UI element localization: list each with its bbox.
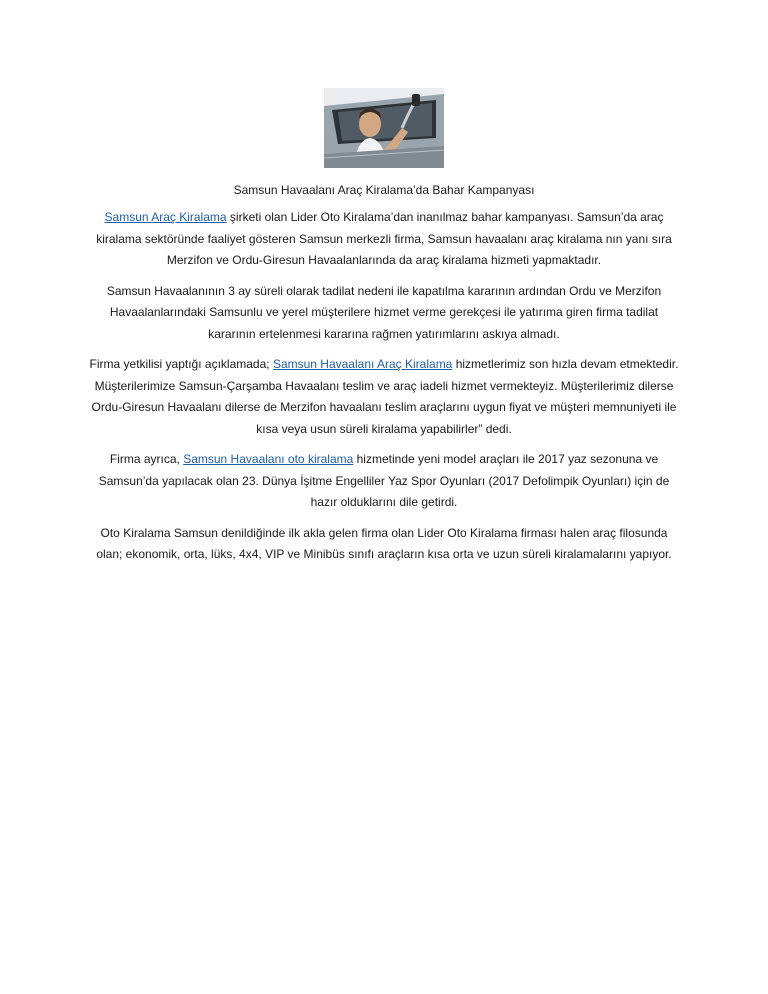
paragraph-3-lead: Firma yetkilisi yaptığı açıklamada;: [89, 357, 273, 371]
paragraph-3-text: hizmetlerimiz son hızla devam etmektedir. Müşterilerimize Samsun-Çarşamba Havaalanı teslim ve araç iadeli hizmet vermekteyiz. Müşterilerimiz dilerse Ordu-Giresun Havaalanı dilerse de Merzifon havaalanı teslim araçlarını uygun fiyat ve müşteri memnuniyeti ile kısa veya usun süreli kiralama yapabilirler” dedi.: [91, 357, 679, 436]
paragraph-2: Samsun Havaalanının 3 ay süreli olarak tadilat nedeni ile kapatılma kararının ardından Ordu ve Merzifon Havaalanlarındaki Samsunlu ve yerel müşterilere hizmet verme gerekçesi ile yatırıma giren firma tadilat kararının ertelenmesi kararına rağmen yatırımlarını askıya almadı.: [106, 283, 662, 341]
document-title: Samsun Havaalanı Araç Kiralama’da Bahar Kampanyası: [233, 183, 535, 197]
paragraph-4: [86, 449, 682, 514]
paragraph-4-text: hizmetinde yeni model araçları ile 2017 yaz sezonuna ve Samsun’da yapılacak olan 23. Dünya İşitme Engelliler Yaz Spor Oyunları (2017 Defolimpik Oyunları) için de hazır olduklarını dile getirdi.: [98, 452, 670, 509]
car-key-illustration: [324, 88, 444, 168]
samsun-havaalani-arac-kiralama-link[interactable]: Samsun Havaalanı Araç Kiralama: [272, 357, 453, 371]
paragraph-3: [86, 354, 682, 440]
paragraph-4-lead: Firma ayrıca,: [109, 452, 184, 466]
samsun-havaalani-oto-kiralama-link[interactable]: Samsun Havaalanı oto kiralama: [183, 452, 354, 466]
paragraph-1-text: şirketi olan Lider Oto Kiralama’dan inanılmaz bahar kampanyası. Samsun’da araç kiralama sektöründe faaliyet gösteren Samsun merkezli firma, Samsun havaalanı araç kiralama nın yanı sıra Merzifon ve Ordu-Giresun Havaalanlarında da araç kiralama hizmeti yapmaktadır.: [96, 210, 672, 267]
document-body: [86, 207, 682, 575]
paragraph-5: Oto Kiralama Samsun denildiğinde ilk akla gelen firma olan Lider Oto Kiralama firması halen araç filosunda olan; ekonomik, orta, lüks, 4x4, VIP ve Minibüs sınıfı araçların kısa orta ve uzun süreli kiralamalarını yapıyor.: [96, 525, 672, 561]
paragraph-1: [86, 207, 682, 272]
car-key-photo: [324, 88, 444, 168]
samsun-arac-kiralama-link[interactable]: Samsun Araç Kiralama: [104, 210, 227, 224]
